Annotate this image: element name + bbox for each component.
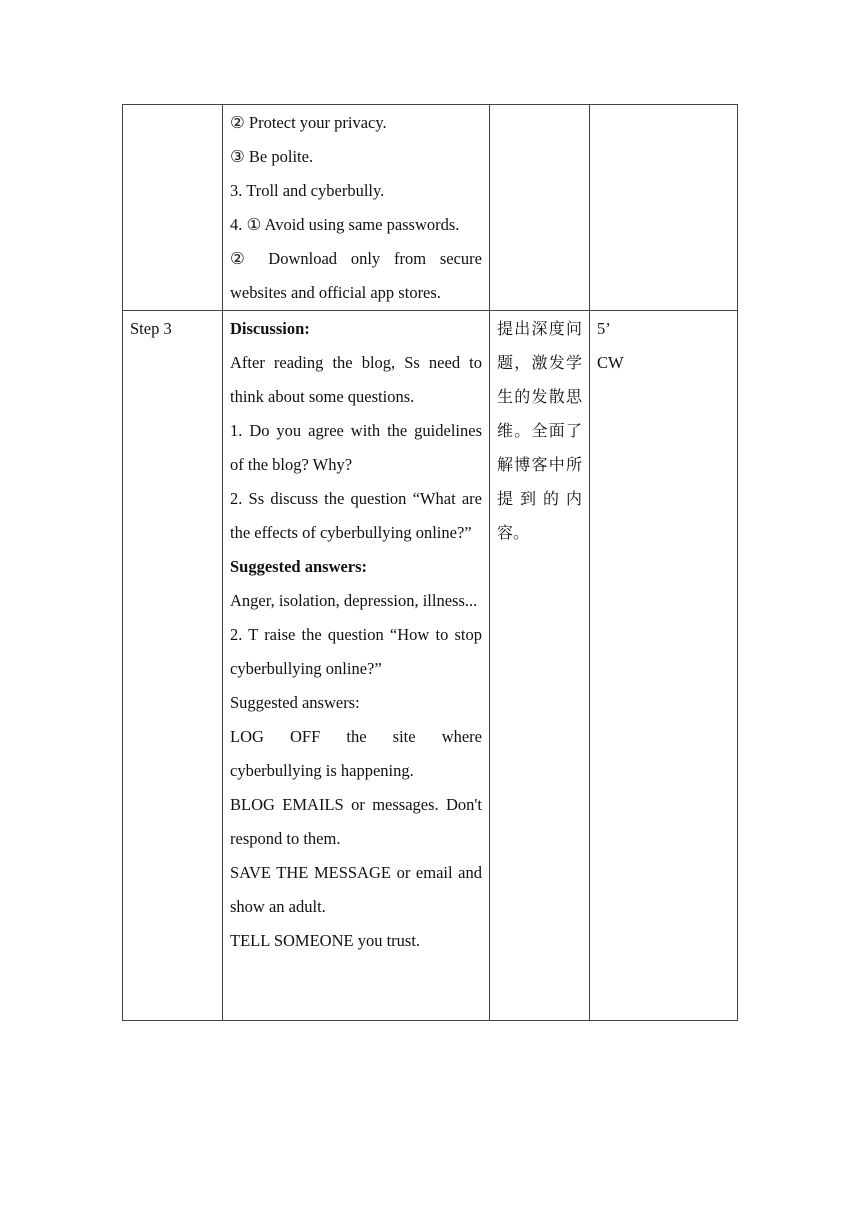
purpose-text: 提出深度问题，激发学生的发散思维。全面了解博客中所提到的内容。 xyxy=(497,319,582,542)
paragraph: 2. T raise the question “How to stop cyberbullying online?” xyxy=(230,625,482,678)
list-item: ② Download only from secure websites and official app stores. xyxy=(230,249,482,302)
purpose-cell xyxy=(490,105,590,311)
list-item: 4. ① Avoid using same passwords. xyxy=(230,215,460,234)
discussion-heading: Discussion: xyxy=(230,319,310,338)
table-row xyxy=(123,105,738,311)
paragraph: 2. Ss discuss the question “What are the effects of cyberbullying online?” xyxy=(230,489,482,542)
time-cell xyxy=(590,311,738,1021)
activity-cell xyxy=(223,311,490,1021)
lesson-plan-table xyxy=(122,104,738,1021)
suggested-answers-label: Suggested answers: xyxy=(230,693,360,712)
purpose-cell xyxy=(490,311,590,1021)
paragraph: LOG OFF the site where cyberbullying is happening. xyxy=(230,727,482,780)
list-item: ② Protect your privacy. xyxy=(230,113,387,132)
paragraph: BLOG EMAILS or messages. Don't respond to them. xyxy=(230,795,482,848)
table-row xyxy=(123,311,738,1021)
paragraph: 1. Do you agree with the guidelines of the blog? Why? xyxy=(230,421,482,474)
paragraph: SAVE THE MESSAGE or email and show an adult. xyxy=(230,863,482,916)
paragraph: After reading the blog, Ss need to think about some questions. xyxy=(230,353,482,406)
list-item: 3. Troll and cyberbully. xyxy=(230,181,385,200)
paragraph: Anger, isolation, depression, illness... xyxy=(230,591,478,610)
step-label: Step 3 xyxy=(130,319,172,338)
step-cell xyxy=(123,105,223,311)
suggested-answers-heading: Suggested answers: xyxy=(230,557,368,576)
mode-value: CW xyxy=(597,353,624,372)
time-cell xyxy=(590,105,738,311)
paragraph: TELL SOMEONE you trust. xyxy=(230,931,421,950)
time-value: 5’ xyxy=(597,319,611,338)
activity-cell xyxy=(223,105,490,311)
step-cell xyxy=(123,311,223,1021)
list-item: ③ Be polite. xyxy=(230,147,314,166)
